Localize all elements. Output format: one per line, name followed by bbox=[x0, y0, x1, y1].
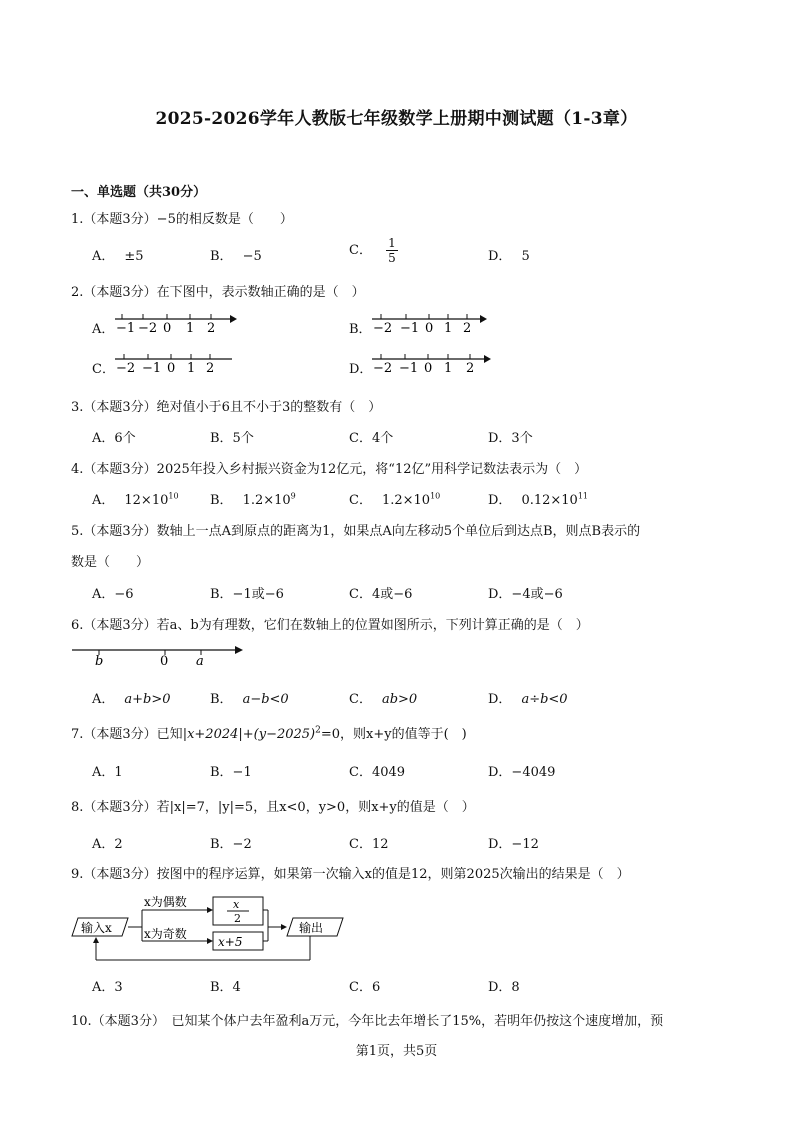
q9-option-a[interactable]: A．3 bbox=[92, 980, 123, 995]
tick-label: 1 bbox=[187, 361, 196, 376]
q7-option-a[interactable]: A．1 bbox=[92, 765, 123, 780]
q2-numberline-c bbox=[112, 350, 237, 376]
q5-option-d[interactable]: D．−4或−6 bbox=[488, 587, 563, 602]
flow-even-label: x为偶数 bbox=[144, 895, 187, 909]
question-2-stem: 2.（本题3分）在下图中，表示数轴正确的是（ ） bbox=[71, 285, 365, 300]
q4-option-d[interactable]: D． $0.12\times 10^{11}$ bbox=[488, 491, 589, 508]
tick-label: −1 bbox=[142, 361, 162, 376]
tick-label: 2 bbox=[206, 361, 215, 376]
tick-label: 2 bbox=[463, 321, 472, 336]
flow-output-label: 输出 bbox=[299, 921, 324, 935]
q6-numberline bbox=[70, 642, 250, 668]
question-5-stem-line2: 数是（ ） bbox=[71, 555, 150, 570]
q2-numberline-b bbox=[369, 310, 494, 336]
q3-option-c[interactable]: C．4个 bbox=[349, 431, 394, 446]
q6-option-c[interactable]: C． ab>0 bbox=[349, 692, 418, 707]
tick-label: 0 bbox=[167, 361, 176, 376]
tick-label: −2 bbox=[373, 361, 393, 376]
tick-label: 1 bbox=[186, 321, 195, 336]
flow-half-denominator: 2 bbox=[234, 912, 241, 925]
q7-option-b[interactable]: B．−1 bbox=[210, 765, 252, 780]
question-4-stem: 4.（本题3分）2025年投入乡村振兴资金为12亿元，将“12亿”用科学记数法表示为（ ） bbox=[71, 462, 588, 477]
q5-option-a[interactable]: A．−6 bbox=[92, 587, 134, 602]
tick-label: −1 bbox=[116, 321, 136, 336]
q4-option-a[interactable]: A． $12\times 10^{10}$ bbox=[92, 491, 179, 508]
q8-option-b[interactable]: B．−2 bbox=[210, 837, 252, 852]
q4-option-b[interactable]: B． $1.2\times 10^9$ bbox=[210, 491, 296, 508]
q2-numberline-a bbox=[112, 310, 237, 336]
question-1-stem: 1.（本题3分）−5的相反数是（ ） bbox=[71, 212, 293, 227]
flow-input-label: 输入x bbox=[81, 921, 112, 935]
question-8-stem: 8.（本题3分）若|x|=7，|y|=5，且x<0，y>0，则x+y的值是（ ） bbox=[71, 800, 475, 815]
q5-option-b[interactable]: B．−1或−6 bbox=[210, 587, 284, 602]
q3-option-d[interactable]: D．3个 bbox=[488, 431, 533, 446]
q6-option-d[interactable]: D． a÷b<0 bbox=[488, 692, 568, 707]
q6-option-a[interactable]: A． a+b>0 bbox=[92, 692, 171, 707]
q8-option-a[interactable]: A．2 bbox=[92, 837, 123, 852]
question-7-stem: 7.（本题3分）已知$|x+2024|+(y-2025)^2=0$，则x+y的值等于( ) bbox=[71, 725, 467, 742]
page-footer: 第1页，共5页 bbox=[355, 1044, 438, 1059]
q1-option-c[interactable]: C． $\frac{1}{5}$ bbox=[349, 236, 396, 265]
tick-label: −2 bbox=[138, 321, 158, 336]
q4-option-c[interactable]: C． $1.2\times 10^{10}$ bbox=[349, 491, 441, 508]
flow-plus-five: x+5 bbox=[218, 935, 243, 949]
flow-odd-label: x为奇数 bbox=[144, 927, 187, 941]
q3-option-a[interactable]: A．6个 bbox=[92, 431, 136, 446]
q1-option-d[interactable]: D． 5 bbox=[488, 249, 530, 264]
q2-option-d-label[interactable]: D． bbox=[349, 362, 373, 377]
axis-label-origin: 0 bbox=[160, 654, 169, 668]
q5-option-c[interactable]: C．4或−6 bbox=[349, 587, 413, 602]
q7-option-d[interactable]: D．−4049 bbox=[488, 765, 556, 780]
tick-label: −2 bbox=[116, 361, 136, 376]
tick-label: 0 bbox=[425, 321, 434, 336]
q2-option-b-label[interactable]: B． bbox=[349, 322, 372, 337]
tick-label: 0 bbox=[424, 361, 433, 376]
tick-label: 1 bbox=[444, 321, 453, 336]
q8-option-d[interactable]: D．−12 bbox=[488, 837, 539, 852]
tick-label: 0 bbox=[163, 321, 172, 336]
q9-option-c[interactable]: C．6 bbox=[349, 980, 381, 995]
question-5-stem-line1: 5.（本题3分）数轴上一点A到原点的距离为1，如果点A向左移动5个单位后到达点B，则点B表示的 bbox=[71, 524, 641, 539]
q1-option-b[interactable]: B． −5 bbox=[210, 249, 262, 264]
tick-label: −1 bbox=[399, 361, 419, 376]
q8-option-c[interactable]: C．12 bbox=[349, 837, 389, 852]
question-9-stem: 9.（本题3分）按图中的程序运算，如果第一次输入x的值是12，则第2025次输出的结果是（ ） bbox=[71, 867, 630, 882]
tick-label: 2 bbox=[207, 321, 216, 336]
q7-option-c[interactable]: C．4049 bbox=[349, 765, 406, 780]
equation: |x+2024|+(y−2025) bbox=[182, 727, 316, 742]
q2-option-a-label[interactable]: A． bbox=[92, 322, 115, 337]
q9-option-d[interactable]: D．8 bbox=[488, 980, 520, 995]
q1-option-a[interactable]: A． ±5 bbox=[92, 249, 144, 264]
axis-label-a: a bbox=[196, 654, 204, 668]
question-6-stem: 6.（本题3分）若a、b为有理数，它们在数轴上的位置如图所示，下列计算正确的是（ ） bbox=[71, 618, 589, 633]
tick-label: −2 bbox=[373, 321, 393, 336]
q2-option-c-label[interactable]: C． bbox=[92, 362, 115, 377]
flow-half-numerator: x bbox=[233, 898, 240, 911]
question-3-stem: 3.（本题3分）绝对值小于6且不小于3的整数有（ ） bbox=[71, 400, 382, 415]
tick-label: 1 bbox=[444, 361, 453, 376]
question-10-stem: 10.（本题3分） 已知某个体户去年盈利a万元，今年比去年增长了15%，若明年仍按这个速度增加，预 bbox=[71, 1014, 664, 1029]
q6-option-b[interactable]: B． a−b<0 bbox=[210, 692, 289, 707]
q3-option-b[interactable]: B．5个 bbox=[210, 431, 254, 446]
axis-label-b: b bbox=[95, 654, 104, 668]
q9-option-b[interactable]: B．4 bbox=[210, 980, 241, 995]
section-heading: 一、单选题（共30分） bbox=[71, 185, 207, 200]
tick-label: 2 bbox=[466, 361, 475, 376]
q9-flowchart bbox=[70, 888, 360, 968]
q2-numberline-d bbox=[369, 350, 494, 376]
fraction: $\frac{1}{5}$ bbox=[388, 236, 396, 265]
tick-label: −1 bbox=[400, 321, 420, 336]
page-title: 2025-2026学年人教版七年级数学上册期中测试题（1-3章） bbox=[155, 109, 638, 129]
